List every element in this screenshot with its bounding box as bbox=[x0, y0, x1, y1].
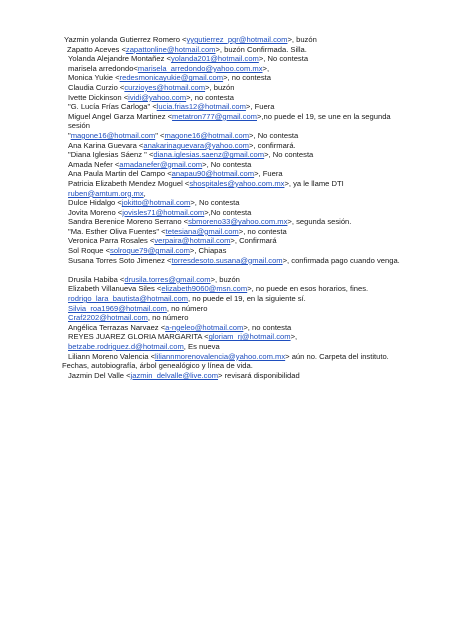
contact-line bbox=[0, 83, 474, 93]
line-text: >, Fuera bbox=[245, 102, 275, 112]
email-link[interactable]: elizabeth9060@msn.com bbox=[161, 284, 248, 294]
contact-line bbox=[0, 160, 474, 170]
line-text: >, No contesta bbox=[249, 130, 299, 140]
line-text: >, Chiapas bbox=[189, 246, 227, 256]
line-text: >,No contesta bbox=[204, 207, 252, 217]
contact-line bbox=[0, 102, 474, 112]
email-link[interactable]: liliannmorenovalencia@yahoo.com.mx bbox=[155, 351, 286, 361]
email-link[interactable]: torresdesoto.susana@gmail.com bbox=[171, 255, 283, 265]
line-text: , no número bbox=[147, 313, 189, 323]
email-link[interactable]: magone16@hotmail.com bbox=[164, 130, 250, 140]
line-text: Sandra Berenice Moreno Serrano < bbox=[68, 217, 189, 227]
email-link[interactable]: tetesiana@gmail.com bbox=[165, 226, 239, 236]
contact-line bbox=[0, 54, 474, 64]
line-text: Claudia Curzio < bbox=[68, 82, 125, 92]
email-link[interactable]: diana.iglesias.saenz@gmail.com bbox=[153, 150, 265, 160]
email-link[interactable]: redesmonicayukie@gmail.com bbox=[119, 73, 224, 83]
line-text: >,no puede el 19, se une en la segunda bbox=[257, 111, 391, 121]
contact-line bbox=[0, 64, 474, 74]
line-text: Liliann Moreno Valencia < bbox=[68, 351, 156, 361]
line-text: >, no contesta bbox=[238, 226, 287, 236]
line-text: Veronica Parra Rosales < bbox=[68, 236, 155, 246]
contact-line bbox=[0, 141, 474, 151]
email-link[interactable]: marisela_arredondo@yahoo.com.mx bbox=[137, 63, 263, 73]
contact-line bbox=[0, 112, 474, 122]
line-text: marisela arredondo< bbox=[68, 63, 138, 73]
line-text: Miguel Angel Garza Martinez < bbox=[68, 111, 173, 121]
line-text: >, No contesta bbox=[264, 150, 314, 160]
line-text: Sol Roque < bbox=[68, 246, 111, 256]
contact-line bbox=[0, 332, 474, 342]
email-link[interactable]: anakarinaguevara@yahoo.com bbox=[143, 140, 250, 150]
contact-line bbox=[0, 169, 474, 179]
line-text: , bbox=[143, 188, 146, 198]
email-link[interactable]: drusila.torres@gmail.com bbox=[124, 274, 211, 284]
line-text: >, Fuera bbox=[254, 169, 283, 179]
contact-line bbox=[0, 313, 474, 323]
email-link[interactable]: Silvia_roa1969@hotmail.com bbox=[68, 303, 167, 313]
line-text: >, no contesta bbox=[223, 73, 272, 83]
contact-line bbox=[0, 304, 474, 314]
line-text: >, no contesta bbox=[186, 92, 235, 102]
email-link[interactable]: magone16@hotmail.com bbox=[70, 130, 156, 140]
line-text: , Es nueva bbox=[183, 342, 220, 351]
line-text: >, No contesta bbox=[258, 54, 309, 64]
line-text: >, buzón bbox=[287, 35, 317, 44]
email-link[interactable]: ruben@amtum.org.mx bbox=[68, 188, 144, 198]
contact-line bbox=[0, 236, 474, 246]
line-text: "Ma. Esther Oliva Fuentes" < bbox=[68, 226, 166, 236]
contact-line bbox=[0, 208, 474, 218]
contact-line bbox=[0, 198, 474, 208]
line-text: Fechas, autobiografía, árbol genealógico y línea de vida. bbox=[62, 361, 253, 371]
line-text: " bbox=[68, 130, 71, 140]
email-link[interactable]: rodrigo_lara_bautista@hotmail.com bbox=[68, 294, 188, 304]
line-text: >, confirmará. bbox=[249, 140, 296, 150]
contact-line bbox=[0, 179, 474, 189]
email-link[interactable]: lucia.frias12@hotmail.com bbox=[156, 102, 246, 112]
line-text: > aún no. Carpeta del instituto. bbox=[285, 351, 389, 361]
contact-line bbox=[0, 189, 474, 199]
line-text: " < bbox=[155, 130, 165, 140]
contact-line bbox=[0, 284, 474, 294]
contact-line bbox=[0, 121, 474, 131]
line-text: >, buzón bbox=[210, 274, 240, 284]
line-text: Monica Yukie < bbox=[68, 73, 120, 83]
line-text: REYES JUAREZ GLORIA MARGARITA < bbox=[68, 332, 209, 342]
contact-line bbox=[0, 256, 474, 266]
email-link[interactable]: verpaira@hotmail.com bbox=[154, 236, 231, 246]
line-text: >, buzón Confirmada. Silla. bbox=[215, 44, 307, 54]
contact-line bbox=[0, 35, 474, 45]
line-text: >, no puede en esos horarios, fines. bbox=[247, 284, 369, 294]
line-text: sesión bbox=[68, 121, 90, 131]
email-link[interactable]: metatron777@gmail.com bbox=[172, 111, 257, 121]
line-text: "Diana Iglesias Sáenz " < bbox=[68, 150, 154, 160]
contact-line bbox=[0, 93, 474, 103]
line-text: Dulce Hidalgo < bbox=[68, 198, 122, 208]
contact-line bbox=[0, 352, 474, 362]
email-link[interactable]: betzabe.rodriguez.d@hotmail.com bbox=[68, 342, 184, 351]
email-link[interactable]: anapau90@hotmail.com bbox=[171, 169, 255, 179]
line-text: Ivette Dickinson < bbox=[68, 92, 129, 102]
line-text: , no número bbox=[166, 303, 208, 313]
contact-line bbox=[0, 131, 474, 141]
line-text: >, confirmada pago cuando venga. bbox=[282, 255, 400, 265]
line-text: >, buzón bbox=[205, 82, 235, 92]
line-text: Zapatto Aceves < bbox=[67, 44, 126, 54]
email-link[interactable]: jokitto@hotmail.com bbox=[121, 198, 191, 208]
email-link[interactable]: a-ngeleo@hotmail.com bbox=[165, 322, 244, 332]
line-text: >, segunda sesión. bbox=[287, 217, 352, 227]
line-text: Jovita Moreno < bbox=[68, 207, 123, 217]
contact-line bbox=[0, 246, 474, 256]
email-link[interactable]: jazmin_delvalle@live.com bbox=[130, 370, 219, 380]
line-text: Susana Torres Soto Jimenez < bbox=[68, 255, 172, 265]
line-text: >, No contesta bbox=[190, 198, 240, 208]
line-text: >, bbox=[290, 332, 298, 342]
line-text: "G. Lucía Frías Carloga" < bbox=[68, 102, 157, 112]
email-link[interactable]: amadanefer@gmail.com bbox=[119, 159, 203, 169]
contact-line bbox=[0, 342, 474, 352]
email-link[interactable]: jovisles71@hotmail.com bbox=[122, 207, 205, 217]
line-text: Amada Nefer < bbox=[68, 159, 120, 169]
line-text: >, Confirmará bbox=[230, 236, 277, 246]
contact-line bbox=[0, 294, 474, 304]
line-text: Drusila Habiba < bbox=[68, 274, 125, 284]
contact-line bbox=[0, 371, 474, 381]
contact-line bbox=[0, 275, 474, 285]
email-link[interactable]: curzioyes@hotmail.com bbox=[124, 82, 206, 92]
line-text: Angélica Terrazas Narvaez < bbox=[68, 322, 166, 332]
contact-line bbox=[0, 150, 474, 160]
line-text: Yazmin yolanda Gutierrez Romero < bbox=[64, 35, 187, 44]
contact-line bbox=[0, 45, 474, 55]
line-text: , no puede el 19, en la siguiente sí. bbox=[188, 294, 306, 304]
blank-line bbox=[0, 265, 474, 275]
line-text: >, no contesta bbox=[243, 322, 292, 332]
contact-line bbox=[0, 227, 474, 237]
line-text: Jazmin Del Valle < bbox=[68, 370, 131, 380]
email-link[interactable]: solroque79@gmail.com bbox=[110, 246, 190, 256]
line-text: Patricia Elizabeth Mendez Moguel < bbox=[68, 178, 190, 188]
email-link[interactable]: Craf2202@hotmail.com bbox=[68, 313, 148, 323]
line-text: Ana Karina Guevara < bbox=[68, 140, 144, 150]
contact-line bbox=[0, 323, 474, 333]
line-text: >, ya le llame DTI bbox=[284, 178, 344, 188]
email-link[interactable]: zapattonline@hotmail.com bbox=[125, 44, 216, 54]
contact-list bbox=[0, 35, 474, 380]
email-link[interactable]: yygutierrez_pgr@hotmail.com bbox=[186, 35, 288, 44]
line-text: >, bbox=[262, 63, 270, 73]
line-text: >, No contesta bbox=[202, 159, 252, 169]
line-text: > revisará disponibilidad bbox=[218, 370, 300, 380]
contact-line bbox=[0, 361, 474, 371]
line-text: Elizabeth Villanueva Siles < bbox=[68, 284, 162, 294]
contact-line bbox=[0, 73, 474, 83]
email-link[interactable]: gloriam_rj@hotmail.com bbox=[208, 332, 291, 342]
email-link[interactable]: yolanda201@hotmail.com bbox=[170, 54, 259, 64]
line-text: Yolanda Alejandre Montañez < bbox=[68, 54, 171, 64]
email-link[interactable]: shospitales@yahoo.com.mx bbox=[189, 178, 285, 188]
email-link[interactable]: ividi@yahoo.com bbox=[128, 92, 187, 102]
line-text: Ana Paula Martin del Campo < bbox=[68, 169, 172, 179]
contact-line bbox=[0, 217, 474, 227]
email-link[interactable]: sbmoreno33@yahoo.com.mx bbox=[188, 217, 288, 227]
